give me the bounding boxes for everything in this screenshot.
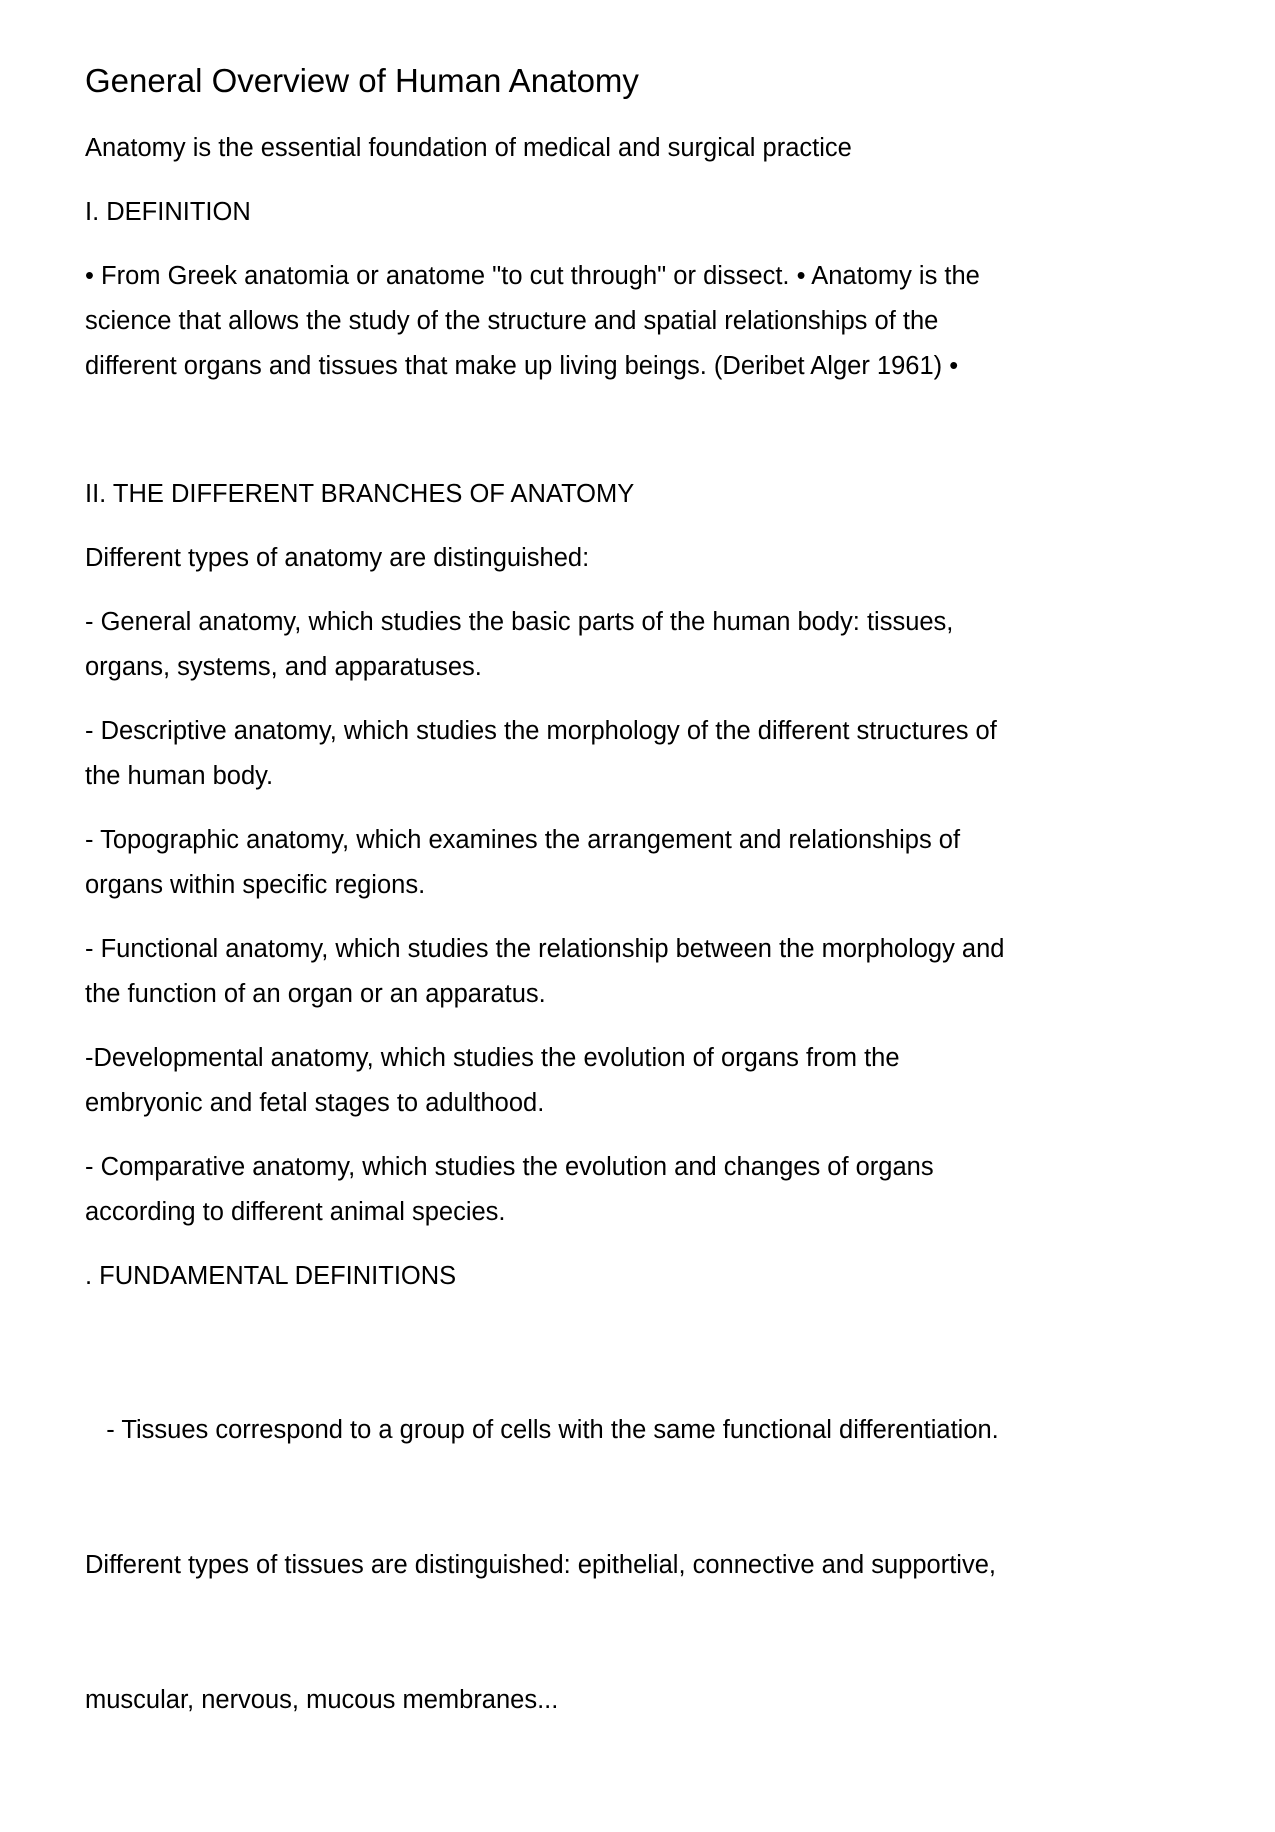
text-line: organs within specific regions. [85,871,426,899]
text-line: • From Greek anatomia or anatome "to cut through" or dissect. • Anatomy is the [85,262,980,290]
branches-list [85,600,1215,1235]
text-line: - Tissues correspond to a group of cells with the same functional differentiation. [85,1416,999,1444]
section-heading-fundamental: . FUNDAMENTAL DEFINITIONS [85,1262,457,1290]
fundamental-paragraph [85,1318,1215,1813]
text-line: -Developmental anatomy, which studies the evolution of organs from the [85,1044,900,1072]
definition-paragraph [85,254,1215,389]
document-title: General Overview of Human Anatomy [85,62,639,99]
text-line: different organs and tissues that make up living beings. (Deribet Alger 1961) • [85,352,959,380]
text-line: - Comparative anatomy, which studies the evolution and changes of organs [85,1153,934,1181]
text-line: - General anatomy, which studies the basic parts of the human body: tissues, [85,608,954,636]
text-line: Different types of tissues are distinguished: epithelial, connective and supportive, [85,1551,996,1579]
branch-item [85,818,1215,908]
branch-item [85,709,1215,799]
text-line: - Functional anatomy, which studies the relationship between the morphology and [85,935,1005,963]
subtitle: Anatomy is the essential foundation of medical and surgical practice [85,134,852,162]
text-line: - Descriptive anatomy, which studies the morphology of the different structures of [85,717,997,745]
branch-item [85,600,1215,690]
text-line: embryonic and fetal stages to adulthood. [85,1089,545,1117]
branch-item [85,1145,1215,1235]
text-line: the human body. [85,762,274,790]
branches-intro: Different types of anatomy are distinguished: [85,544,590,572]
section-heading-definition: I. DEFINITION [85,198,251,226]
section-heading-branches: II. THE DIFFERENT BRANCHES OF ANATOMY [85,480,635,508]
blank-paragraph [85,408,1215,453]
text-line: - Topographic anatomy, which examines the arrangement and relationships of [85,826,961,854]
document-page [85,54,1215,1832]
branch-item [85,927,1215,1017]
text-line: the function of an organ or an apparatus. [85,980,546,1008]
branch-item [85,1036,1215,1126]
text-line: muscular, nervous, mucous membranes... [85,1686,559,1714]
text-line: organs, systems, and apparatuses. [85,653,482,681]
text-line: according to different animal species. [85,1198,506,1226]
text-line: science that allows the study of the structure and spatial relationships of the [85,307,939,335]
